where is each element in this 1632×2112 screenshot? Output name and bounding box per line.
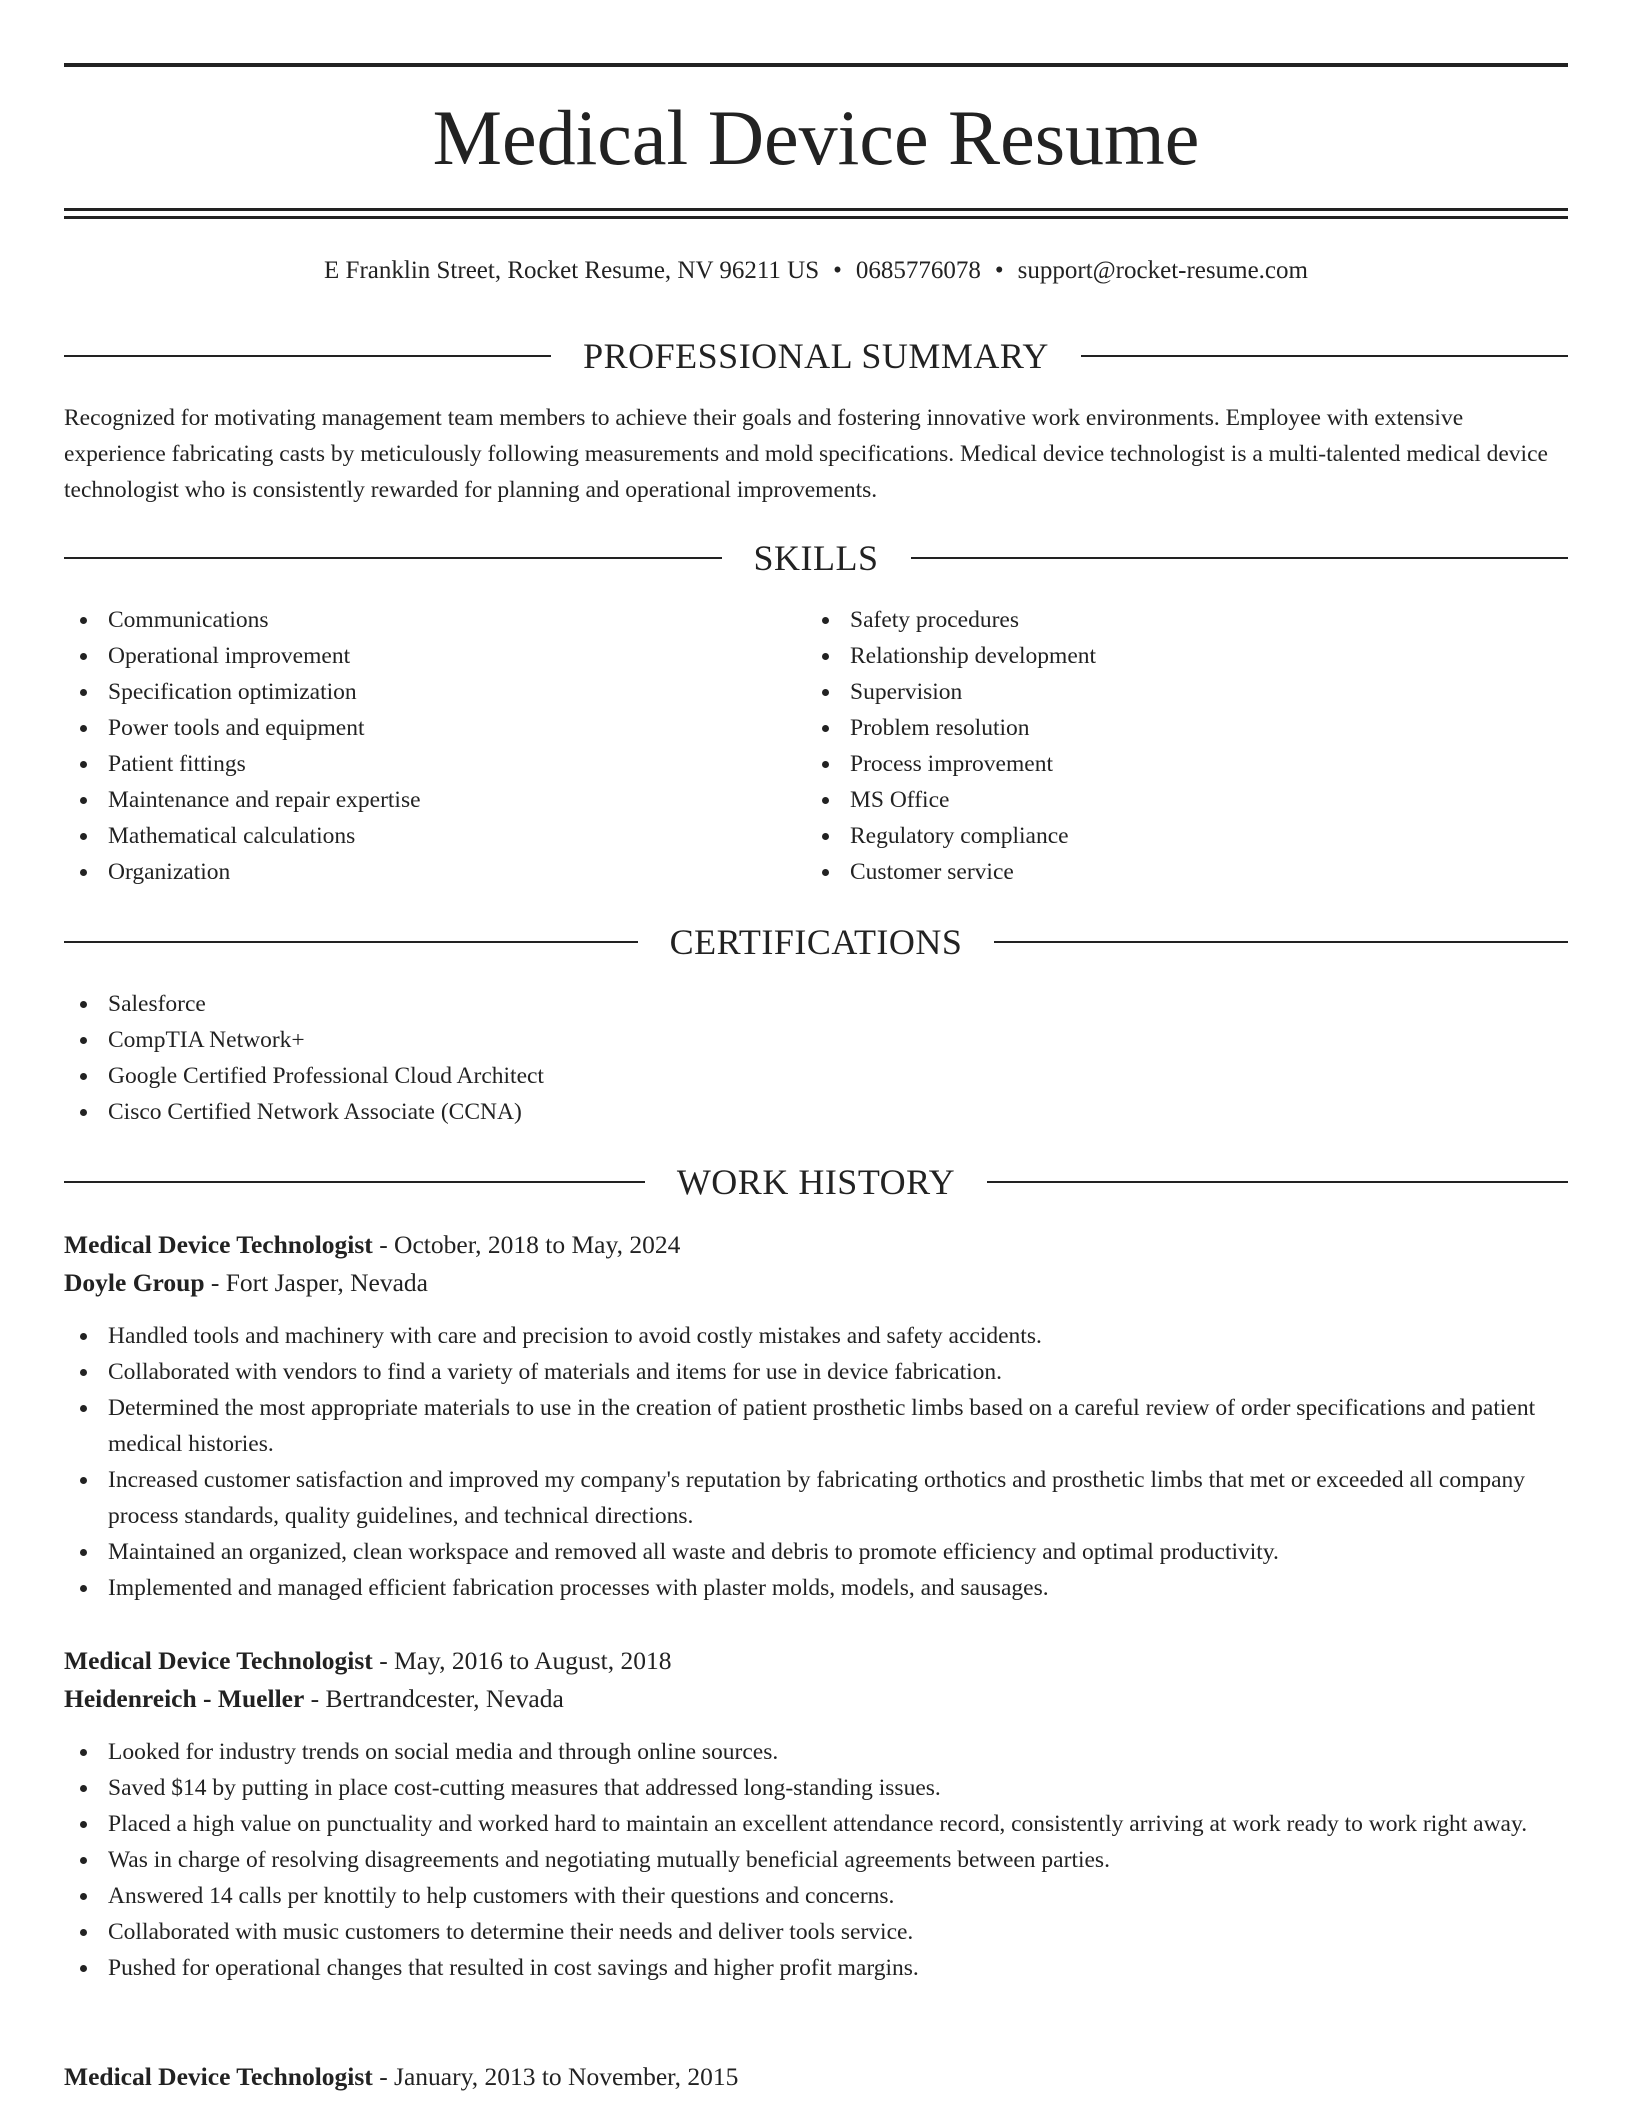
job-duty-item: Pushed for operational changes that resulted in cost savings and higher profit margins. (64, 1950, 1568, 1986)
job-location: - Bertrandcester, Nevada (304, 1684, 564, 1713)
job-title-line (64, 2058, 1568, 2096)
section-title: PROFESSIONAL SUMMARY (583, 336, 1049, 376)
contact-separator: • (994, 257, 1004, 284)
contact-separator: • (833, 257, 842, 284)
job-dates: - October, 2018 to May, 2024 (372, 1230, 681, 1259)
skill-item: Maintenance and repair expertise (64, 782, 804, 818)
section-title: WORK HISTORY (676, 1162, 956, 1202)
section-rule-right (1081, 355, 1568, 357)
skills-list-right (806, 602, 1566, 890)
skill-item: Organization (64, 854, 804, 890)
job-duty-item: Implemented and managed efficient fabrication processes with plaster molds, models, and sausages. (64, 1570, 1568, 1606)
job-duty-item: Increased customer satisfaction and improved my company's reputation by fabricating orthotics and prosthetic limbs that met or exceeded all company process standards, quality guidelines, and technical directions. (64, 1462, 1568, 1534)
header-double-rule-lower (64, 216, 1568, 219)
job-duty-item: Collaborated with vendors to find a variety of materials and items for use in device fabrication. (64, 1354, 1568, 1390)
skill-item: Supervision (806, 674, 1566, 710)
section-rule-right (994, 941, 1568, 943)
header-double-rule-upper (64, 208, 1568, 211)
work-entry (64, 2058, 1568, 2096)
section-rule-right (987, 1181, 1568, 1183)
job-dates: - January, 2013 to November, 2015 (372, 2062, 739, 2091)
job-duties-list (64, 1734, 1568, 1986)
job-duty-item: Collaborated with music customers to determine their needs and deliver tools service. (64, 1914, 1568, 1950)
skill-item: Relationship development (806, 638, 1566, 674)
contact-address: E Franklin Street, Rocket Resume, NV 96211 US (324, 257, 820, 284)
job-duty-item: Maintained an organized, clean workspace and removed all waste and debris to promote efficiency and optimal productivity. (64, 1534, 1568, 1570)
section-title: CERTIFICATIONS (669, 922, 963, 962)
section-rule-left (64, 1181, 645, 1183)
job-duty-item: Saved $14 by putting in place cost-cutting measures that addressed long-standing issues. (64, 1770, 1568, 1806)
professional-summary-text: Recognized for motivating management team members to achieve their goals and fostering innovative work environments. Employee with extensive experience fabricating casts by meticulously following measurements and mold specifications. Medical device technologist is a multi-talented medical device technologist who is consistently rewarded for planning and operational improvements. (64, 405, 1548, 503)
page-title: Medical Device Resume (432, 94, 1200, 181)
skill-item: Safety procedures (806, 602, 1566, 638)
skill-item: Communications (64, 602, 804, 638)
section-heading-work-history (64, 1161, 1568, 1203)
contact-email: support@rocket-resume.com (1017, 257, 1308, 284)
skill-item: Specification optimization (64, 674, 804, 710)
section-rule-right (911, 557, 1569, 559)
job-title: Medical Device Technologist (64, 1646, 373, 1675)
work-entry (64, 1642, 1568, 1986)
section-heading-certifications (64, 921, 1568, 963)
job-company-line (64, 1680, 1568, 1718)
job-company: Heidenreich - Mueller (64, 1684, 305, 1713)
job-title: Medical Device Technologist (64, 2062, 373, 2091)
job-title-line (64, 1226, 1568, 1264)
skill-item: Patient fittings (64, 746, 804, 782)
work-entry (64, 1226, 1568, 1606)
job-location: - Fort Jasper, Nevada (204, 1268, 428, 1297)
skill-item: Regulatory compliance (806, 818, 1566, 854)
skill-item: Mathematical calculations (64, 818, 804, 854)
certification-item: Cisco Certified Network Associate (CCNA) (64, 1094, 1568, 1130)
job-company: Doyle Group (64, 1268, 205, 1297)
certification-item: Salesforce (64, 986, 1568, 1022)
skill-item: Process improvement (806, 746, 1566, 782)
job-dates: - May, 2016 to August, 2018 (372, 1646, 672, 1675)
section-rule-left (64, 557, 722, 559)
header-top-rule (64, 63, 1568, 67)
skill-item: Customer service (806, 854, 1566, 890)
contact-line (64, 254, 1568, 288)
job-duty-item: Handled tools and machinery with care and precision to avoid costly mistakes and safety accidents. (64, 1318, 1568, 1354)
job-duty-item: Placed a high value on punctuality and worked hard to maintain an excellent attendance record, consistently arriving at work ready to work right away. (64, 1806, 1568, 1842)
section-heading-skills (64, 537, 1568, 579)
certification-item: CompTIA Network+ (64, 1022, 1568, 1058)
job-duty-item: Looked for industry trends on social media and through online sources. (64, 1734, 1568, 1770)
job-duties-list (64, 1318, 1568, 1606)
certification-item: Google Certified Professional Cloud Architect (64, 1058, 1568, 1094)
skill-item: Problem resolution (806, 710, 1566, 746)
job-title-line (64, 1642, 1568, 1680)
section-title: SKILLS (753, 538, 879, 578)
skills-list-left (64, 602, 804, 890)
job-company-line (64, 1264, 1568, 1302)
contact-phone: 0685776078 (855, 257, 981, 284)
section-rule-left (64, 941, 638, 943)
section-rule-left (64, 355, 551, 357)
skill-item: Power tools and equipment (64, 710, 804, 746)
job-duty-item: Determined the most appropriate materials to use in the creation of patient prosthetic limbs based on a careful review of order specifications and patient medical histories. (64, 1390, 1568, 1462)
job-duty-item: Answered 14 calls per knottily to help customers with their questions and concerns. (64, 1878, 1568, 1914)
skill-item: Operational improvement (64, 638, 804, 674)
certifications-list (64, 986, 1568, 1130)
job-title: Medical Device Technologist (64, 1230, 373, 1259)
job-duty-item: Was in charge of resolving disagreements and negotiating mutually beneficial agreements between parties. (64, 1842, 1568, 1878)
section-heading-summary (64, 335, 1568, 377)
skill-item: MS Office (806, 782, 1566, 818)
